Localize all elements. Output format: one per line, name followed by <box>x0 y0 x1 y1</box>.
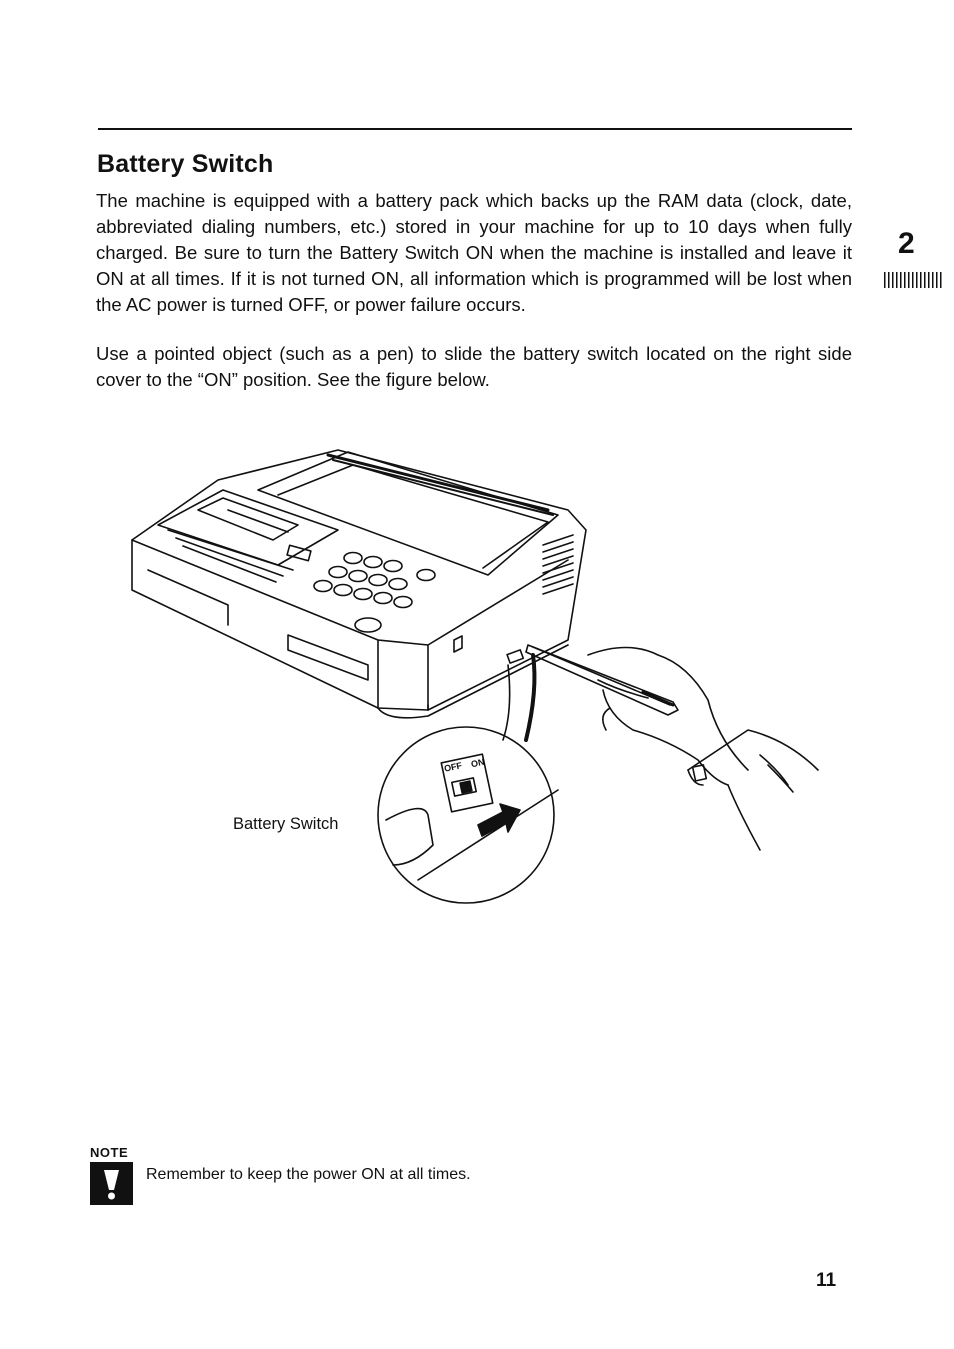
top-rule <box>98 128 852 130</box>
switch-on-label: ON <box>470 756 486 770</box>
paragraph-battery-backup: The machine is equipped with a battery pack which backs up the RAM data (clock, date, abbreviated dialing numbers, etc.) stored in your machine for up to 10 days when fully charged. Be sure to turn the Battery Switch ON when the machine is installed and leave it ON at all times. If it is not turned ON, all information which is programmed will be lost when the AC power is turned OFF, or power failure occurs. <box>96 190 852 315</box>
exclamation-icon <box>90 1162 133 1205</box>
section-heading: Battery Switch <box>97 150 274 178</box>
chapter-number: 2 <box>898 227 915 260</box>
paragraph-switch-instructions: Use a pointed object (such as a pen) to slide the battery switch located on the right side cover to the “ON” position. See the figure below. <box>96 343 852 390</box>
note-text: Remember to keep the power ON at all times. <box>146 1166 471 1183</box>
fax-machine-illustration <box>128 440 828 910</box>
page-number: 11 <box>816 1270 837 1291</box>
chapter-tab-marks <box>884 272 942 288</box>
figure-label-battery-switch: Battery Switch <box>233 815 339 833</box>
switch-off-label: OFF <box>443 760 463 774</box>
note-label: NOTE <box>90 1145 129 1160</box>
